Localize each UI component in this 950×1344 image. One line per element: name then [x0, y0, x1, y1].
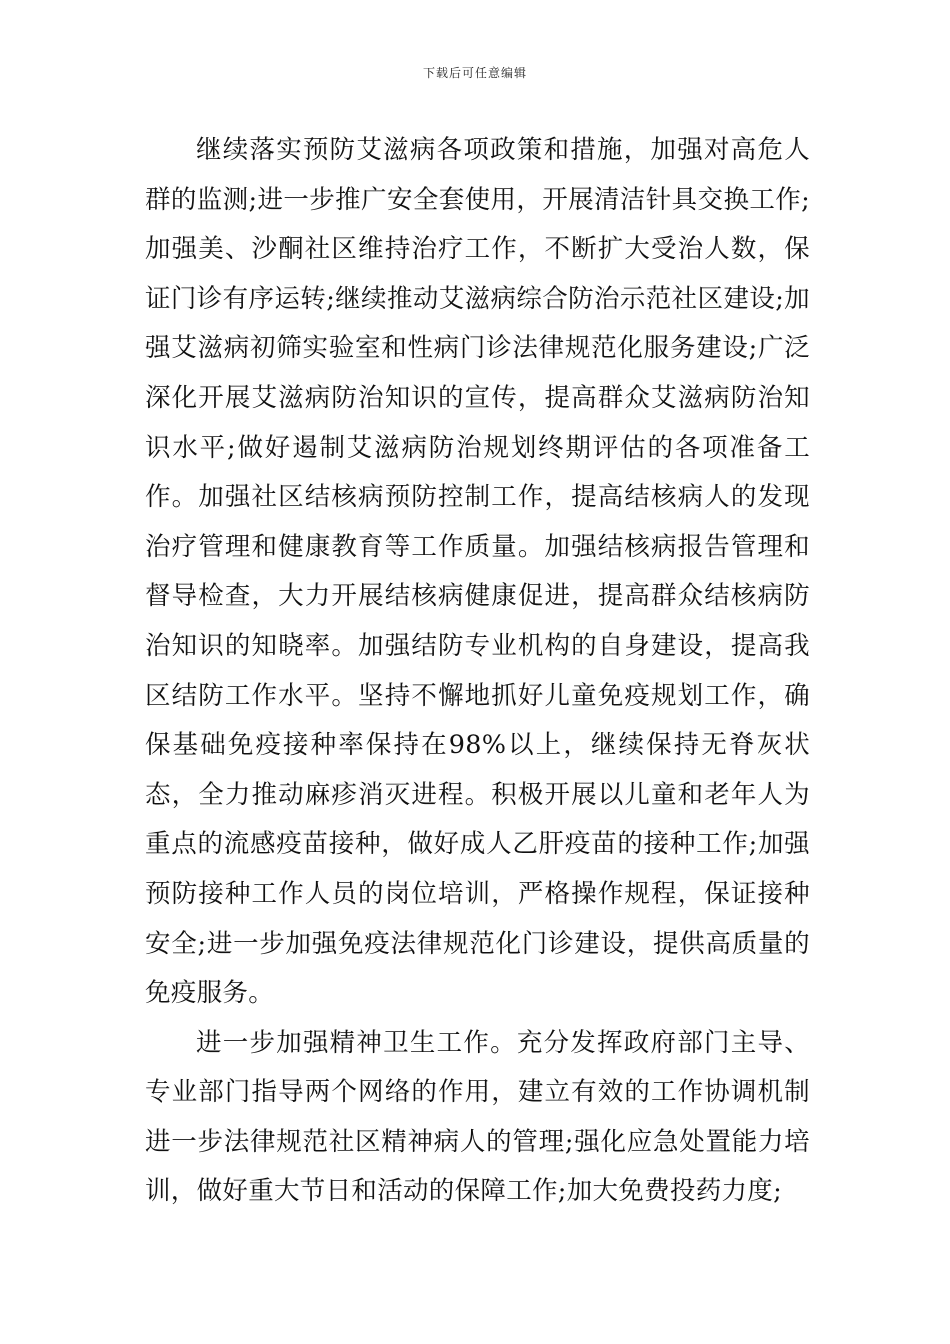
document-body [145, 126, 810, 1217]
page-header: 下载后可任意编辑 [422, 66, 527, 80]
paragraph-2: 进一步加强精神卫生工作。充分发挥政府部门主导、专业部门指导两个网络的作用，建立有效的工作协调机制进一步法律规范社区精神病人的管理;强化应急处置能力培训，做好重大节日和活动的保障工作;加大免费投药力度; [145, 1027, 810, 1207]
paragraph-1: 继续落实预防艾滋病各项政策和措施，加强对高危人群的监测;进一步推广安全套使用，开展清洁针具交换工作;加强美、沙酮社区维持治疗工作，不断扩大受治人数，保证门诊有序运转;继续推动艾滋病综合防治示范社区建设;加强艾滋病初筛实验室和性病门诊法律规范化服务建设;广泛深化开展艾滋病防治知识的宣传，提高群众艾滋病防治知识水平;做好遏制艾滋病防治规划终期评估的各项准备工作。加强社区结核病预防控制工作，提高结核病人的发现治疗管理和健康教育等工作质量。加强结核病报告管理和督导检查，大力开展结核病健康促进，提高群众结核病防治知识的知晓率。加强结防专业机构的自身建设，提高我区结防工作水平。坚持不懈地抓好儿童免疫规划工作，确保基础免疫接种率保持在98%以上，继续保持无脊灰状态，全力推动麻疹消灭进程。积极开展以儿童和老年人为重点的流感疫苗接种，做好成人乙肝疫苗的接种工作;加强预防接种工作人员的岗位培训，严格操作规程，保证接种安全;进一步加强免疫法律规范化门诊建设，提供高质量的免疫服务。 [145, 135, 810, 1009]
